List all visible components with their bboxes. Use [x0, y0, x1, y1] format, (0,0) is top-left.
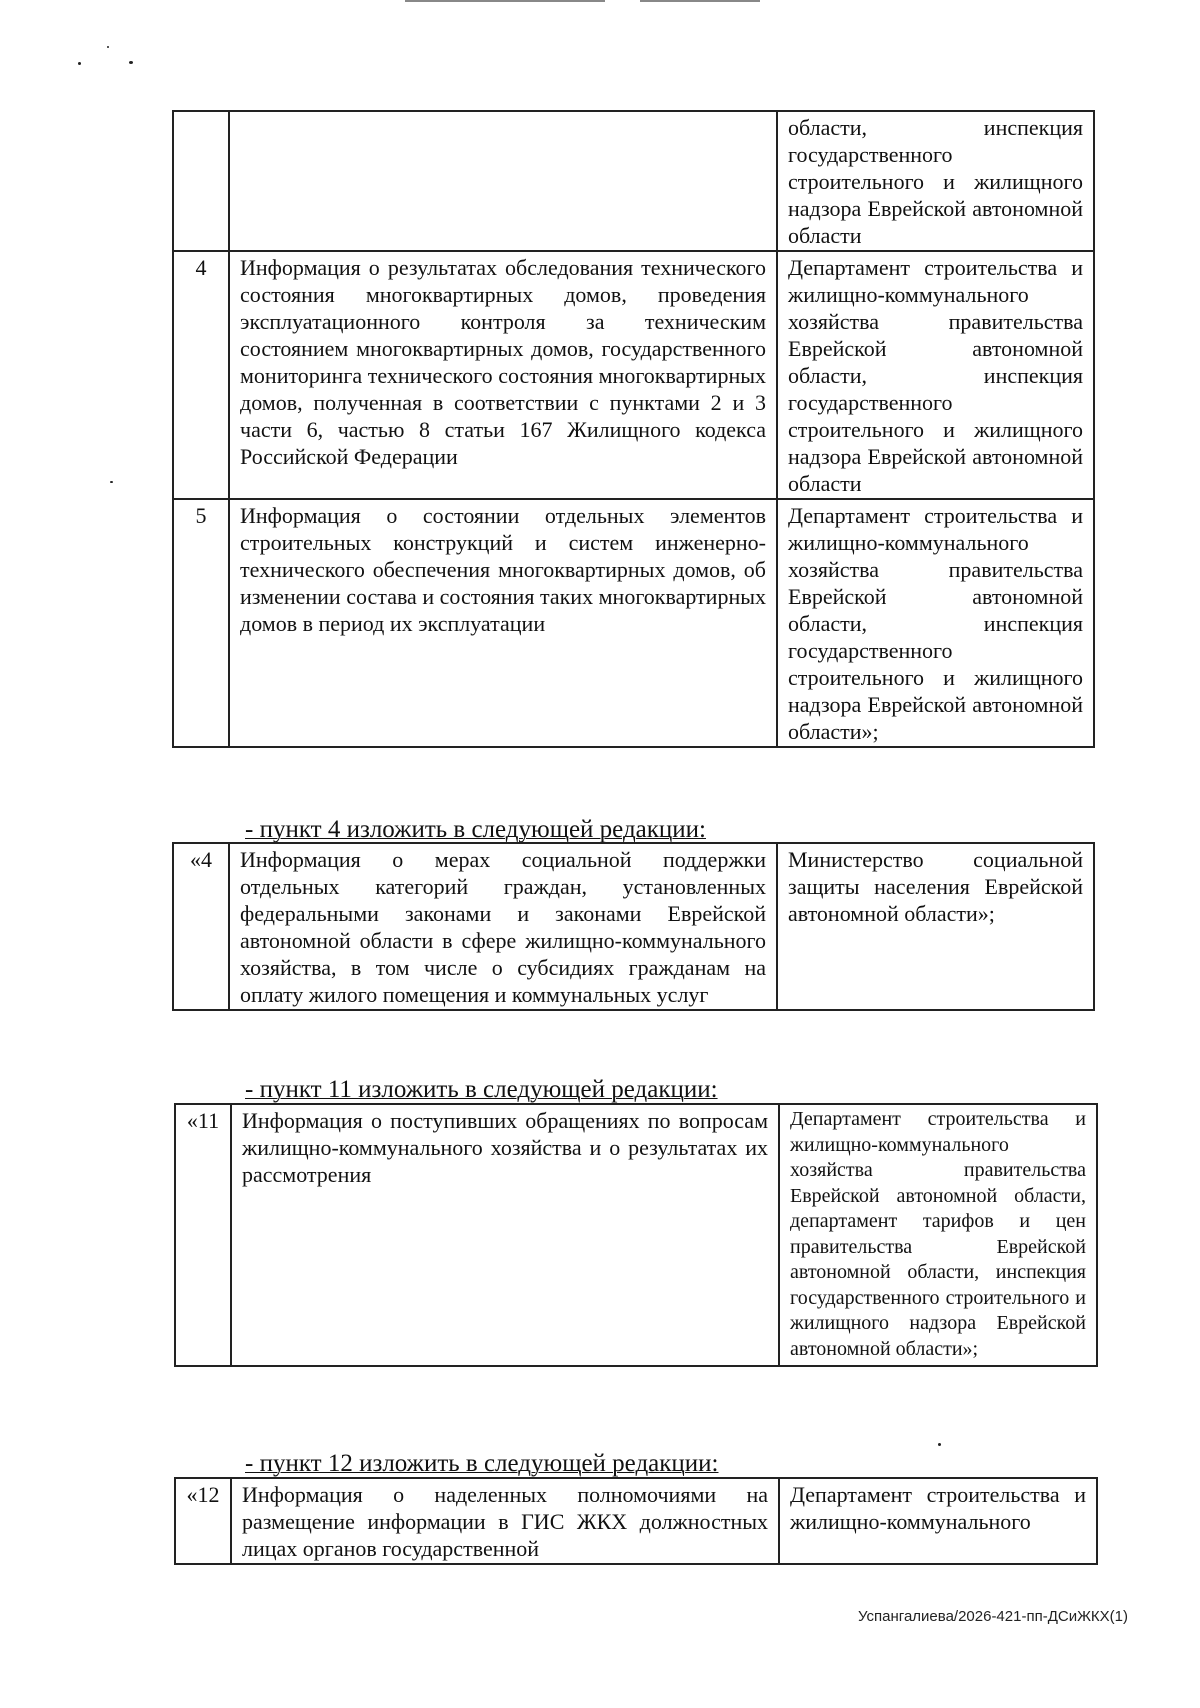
row-description: Информация о результатах обследования технического состояния многоквартирных домов, проведения эксплуатационного контроля за техническим состоянием многоквартирных домов, государственного мониторинга технического состояния многоквартирных домов, полученная в соответствии с пунктами 2 и 3 части 6, частью 8 статьи 167 Жилищного кодекса Российской Федерации: [229, 251, 777, 499]
amendment-caption-item-11: - пункт 11 изложить в следующей редакции:: [245, 1076, 718, 1103]
amendment-table-item-12: [174, 1477, 1098, 1565]
amendment-table-item-11: [174, 1103, 1098, 1367]
row-description: Информация о наделенных полномочиями на размещение информации в ГИС ЖКХ должностных лицах органов государственной: [231, 1478, 779, 1564]
table-row: [173, 843, 1094, 1010]
row-description: [229, 111, 777, 251]
scan-edge-line: [405, 0, 605, 2]
scan-edge-line: [640, 0, 760, 2]
row-number: [173, 111, 229, 251]
scan-speck: [129, 61, 133, 64]
scan-speck: [938, 1443, 941, 1446]
row-responsible-body: Министерство социальной защиты населения Еврейской автономной области»;: [777, 843, 1094, 1010]
row-number: «12: [175, 1478, 231, 1564]
amendment-caption-item-4: - пункт 4 изложить в следующей редакции:: [245, 816, 706, 843]
table-row: [175, 1478, 1097, 1564]
row-responsible-body: Департамент строительства и жилищно-коммунального: [779, 1478, 1097, 1564]
row-description: Информация о поступивших обращениях по вопросам жилищно-коммунального хозяйства и о результатах их рассмотрения: [231, 1104, 779, 1366]
amendment-table-item-4: [172, 842, 1095, 1011]
row-description: Информация о мерах социальной поддержки отдельных категорий граждан, установленных федеральными законами и законами Еврейской автономной области в сфере жилищно-коммунального хозяйства, в том числе о субсидиях гражданам на оплату жилого помещения и коммунальных услуг: [229, 843, 777, 1010]
scan-speck: [110, 481, 113, 483]
row-number: «11: [175, 1104, 231, 1366]
document-reference-footer: Успангалиева/2026-421-пп-ДСиЖКХ(1): [858, 1608, 1128, 1625]
scan-speck: [107, 46, 109, 48]
row-description: Информация о состоянии отдельных элементов строительных конструкций и систем инженерно-технического обеспечения многоквартирных домов, об изменении состава и состояния таких многоквартирных домов в период их эксплуатации: [229, 499, 777, 747]
row-responsible-body: Департамент строительства и жилищно-коммунального хозяйства правительства Еврейской автономной области, инспекция государственного строительного и жилищного надзора Еврейской автономной области: [777, 251, 1094, 499]
table-row: [175, 1104, 1097, 1366]
row-responsible-body: Департамент строительства и жилищно-коммунального хозяйства правительства Еврейской автономной области, инспекция государственного строительного и жилищного надзора Еврейской автономной области»;: [777, 499, 1094, 747]
items-table-continued: [172, 110, 1095, 748]
table-row: [173, 499, 1094, 747]
row-number: 4: [173, 251, 229, 499]
row-number: 5: [173, 499, 229, 747]
amendment-caption-item-12: - пункт 12 изложить в следующей редакции:: [245, 1450, 719, 1477]
row-responsible-body: Департамент строительства и жилищно-коммунального хозяйства правительства Еврейской автономной области, департамент тарифов и цен правительства Еврейской автономной области, инспекция государственного строительного и жилищного надзора Еврейской автономной области»;: [779, 1104, 1097, 1366]
row-responsible-body: области, инспекция государственного строительного и жилищного надзора Еврейской автономной области: [777, 111, 1094, 251]
table-row: [173, 111, 1094, 251]
table-row: [173, 251, 1094, 499]
scan-speck: [78, 62, 81, 65]
row-number: «4: [173, 843, 229, 1010]
